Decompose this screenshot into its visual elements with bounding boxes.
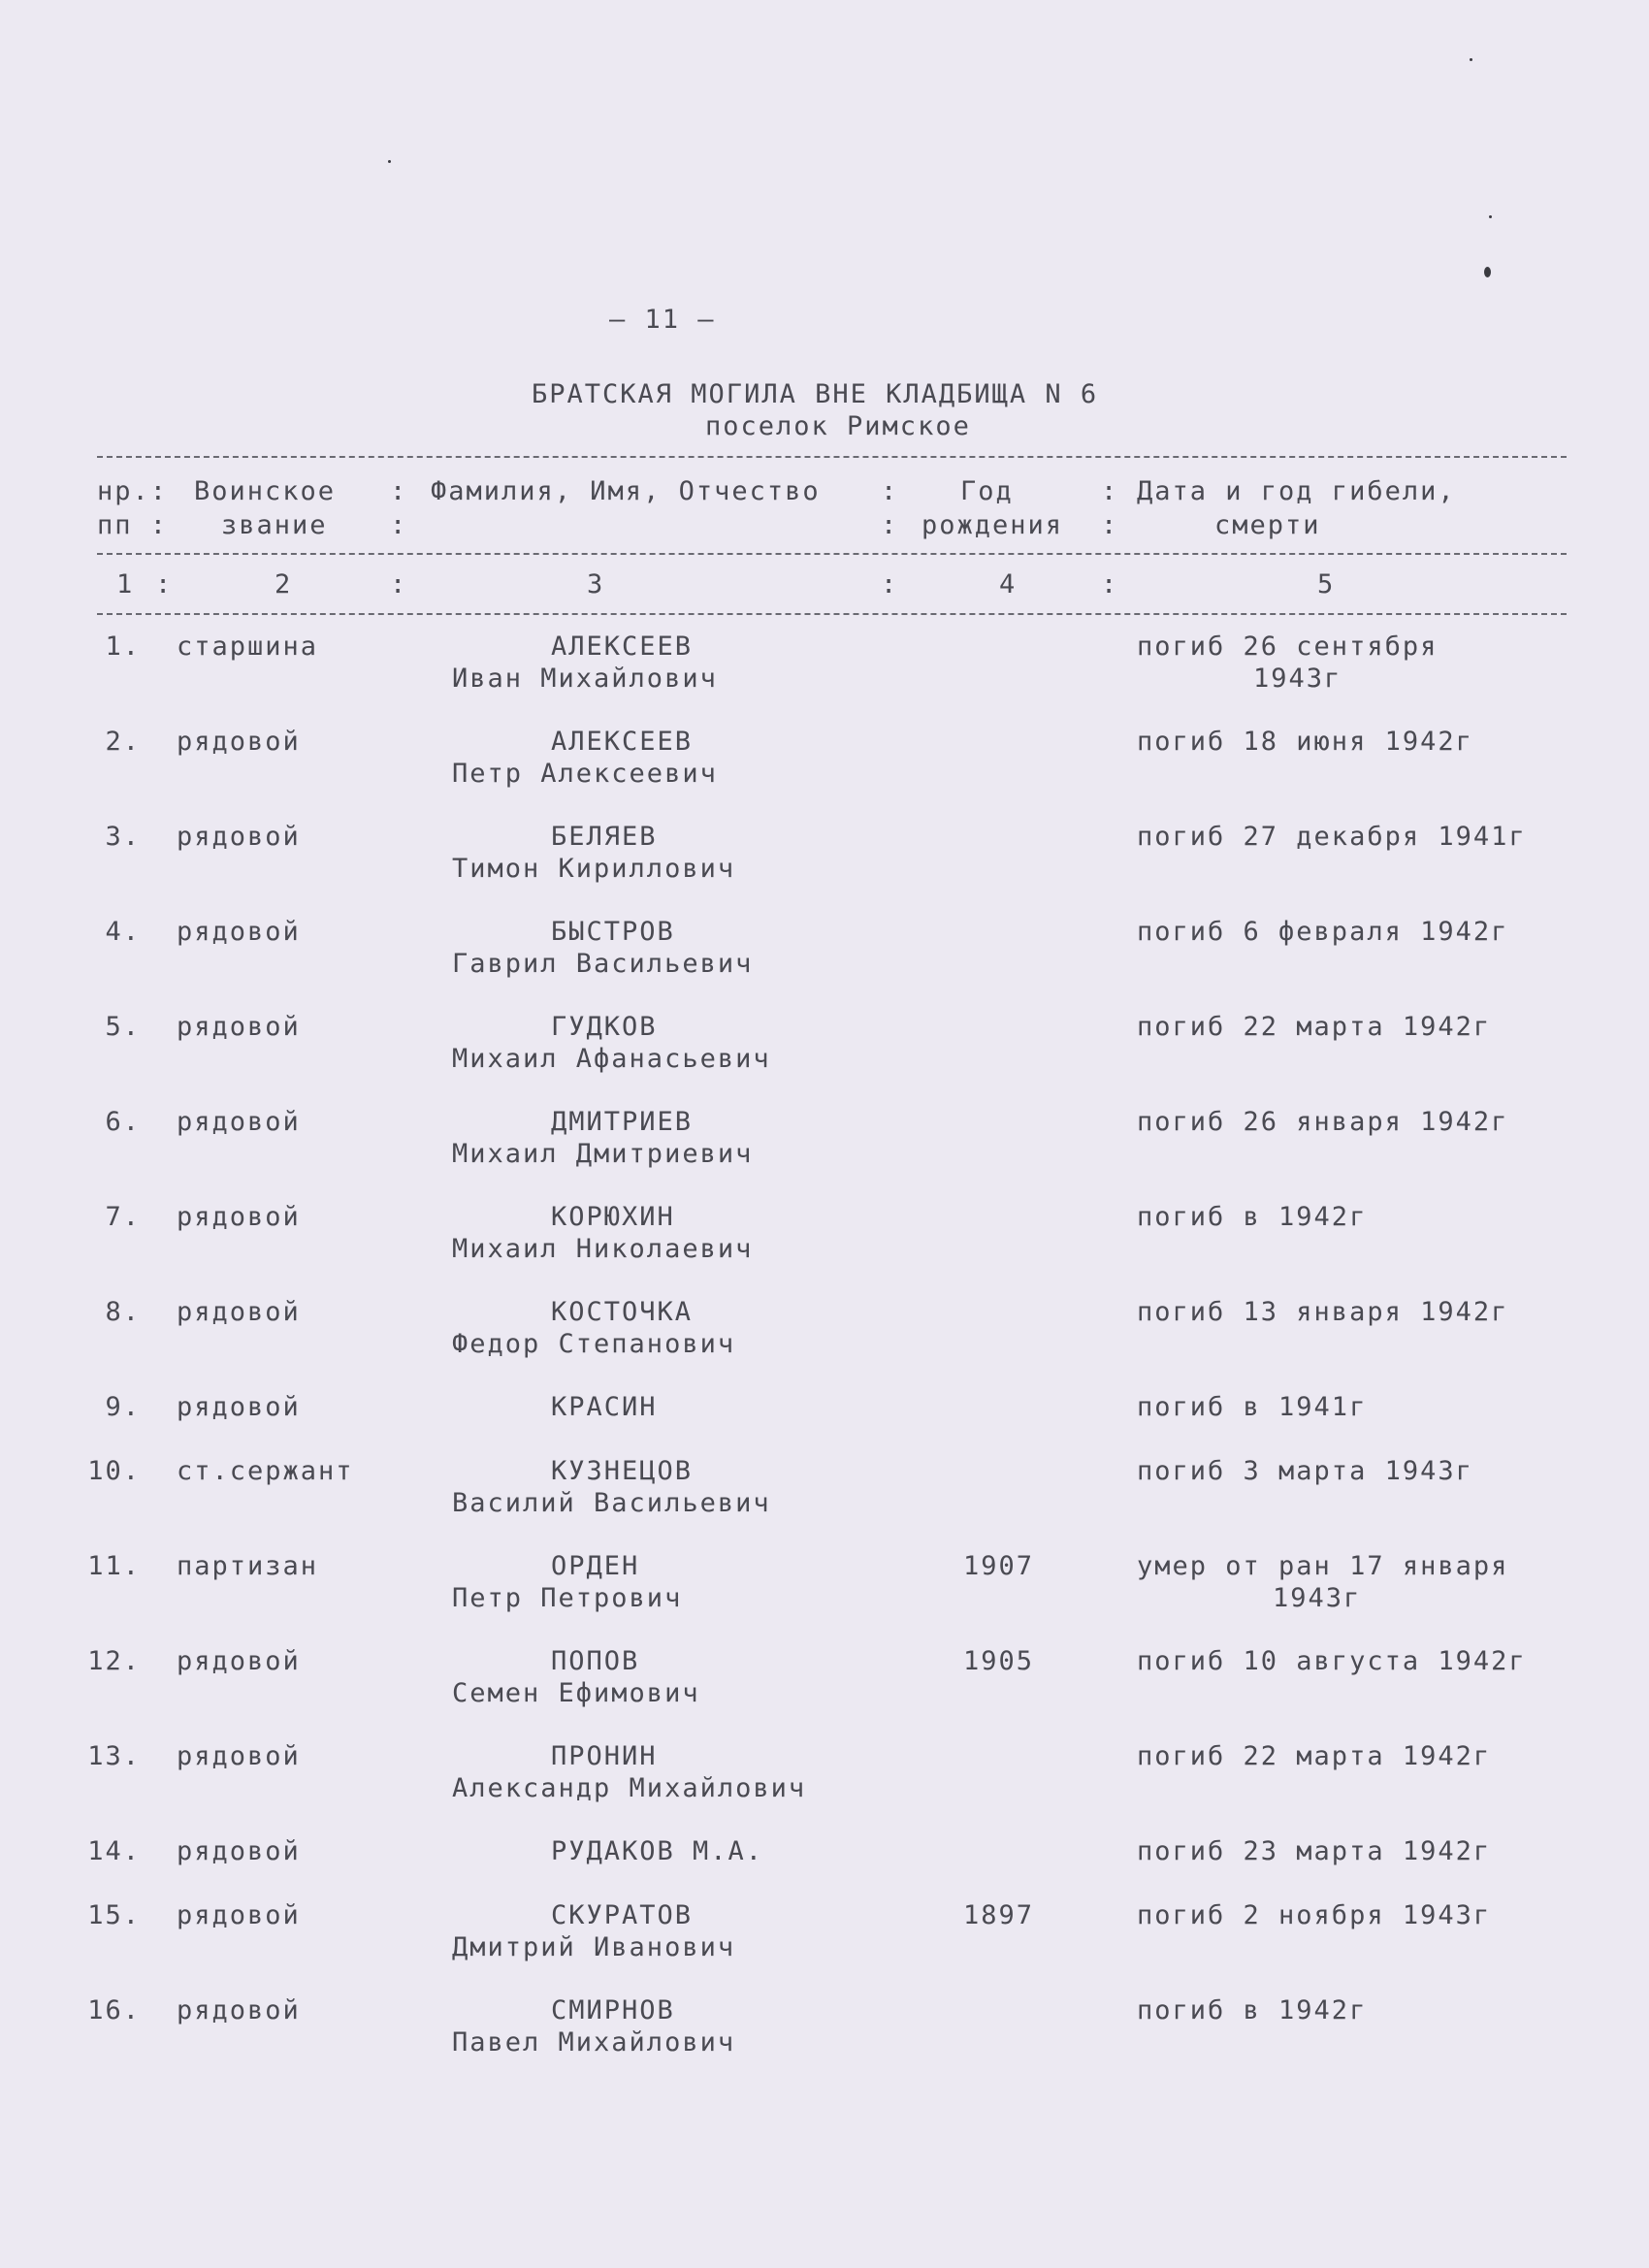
row-number: 8. bbox=[105, 1297, 141, 1327]
row-rank: рядовой bbox=[177, 1297, 301, 1327]
col-number-sep-4: : bbox=[1101, 569, 1119, 599]
header-sep-b1: : bbox=[881, 476, 899, 506]
row-number: 10. bbox=[87, 1456, 141, 1486]
row-rank: рядовой bbox=[177, 1202, 301, 1232]
header-col1-line1: нр.: bbox=[97, 476, 169, 506]
table-top-rule bbox=[97, 456, 1567, 458]
row-number: 9. bbox=[105, 1392, 141, 1422]
row-rank: рядовой bbox=[177, 1900, 301, 1930]
row-given-name: Дмитрий Иванович bbox=[452, 1932, 736, 1962]
header-bottom-rule bbox=[97, 613, 1567, 615]
row-death-date: умер от ран 17 января bbox=[1137, 1551, 1509, 1581]
row-given-name: Гаврил Васильевич bbox=[452, 949, 754, 979]
row-given-name: Петр Алексеевич bbox=[452, 759, 718, 789]
row-birth-year: 1907 bbox=[963, 1551, 1035, 1581]
row-surname: РУДАКОВ М.А. bbox=[551, 1836, 764, 1866]
row-given-name: Петр Петрович bbox=[452, 1583, 683, 1613]
header-col5-line2: смерти bbox=[1214, 510, 1321, 540]
row-rank: рядовой bbox=[177, 1741, 301, 1771]
row-surname: АЛЕКСЕЕВ bbox=[551, 632, 694, 662]
row-rank: рядовой bbox=[177, 1107, 301, 1137]
row-number: 3. bbox=[105, 822, 141, 852]
col-number-sep-3: : bbox=[881, 569, 899, 599]
page-subtitle: поселок Римское bbox=[705, 411, 971, 441]
row-death-date: погиб 18 июня 1942г bbox=[1137, 727, 1473, 757]
row-number: 1. bbox=[105, 632, 141, 662]
row-surname: ОРДЕН bbox=[551, 1551, 640, 1581]
col-number-sep-2: : bbox=[390, 569, 408, 599]
row-rank: рядовой bbox=[177, 727, 301, 757]
row-death-date: погиб 22 марта 1942г bbox=[1137, 1741, 1492, 1771]
row-given-name: Иван Михайлович bbox=[452, 664, 718, 694]
row-surname: КРАСИН bbox=[551, 1392, 658, 1422]
header-col1-line2: пп : bbox=[97, 510, 169, 540]
row-given-name: Василий Васильевич bbox=[452, 1488, 771, 1518]
row-death-date: погиб 26 сентября bbox=[1137, 632, 1439, 662]
row-given-name: Михаил Николаевич bbox=[452, 1234, 754, 1264]
row-given-name: Федор Степанович bbox=[452, 1329, 736, 1359]
row-surname: БЫСТРОВ bbox=[551, 917, 675, 947]
row-death-date-cont: 1943г bbox=[1253, 664, 1342, 694]
row-surname: СМИРНОВ bbox=[551, 1995, 675, 2025]
row-number: 11. bbox=[87, 1551, 141, 1581]
row-rank: партизан bbox=[177, 1551, 319, 1581]
header-sep-b2: : bbox=[881, 510, 899, 540]
row-rank: ст.сержант bbox=[177, 1456, 354, 1486]
row-death-date-cont: 1943г bbox=[1273, 1583, 1362, 1613]
row-number: 12. bbox=[87, 1646, 141, 1676]
row-given-name: Александр Михайлович bbox=[452, 1773, 807, 1803]
row-number: 15. bbox=[87, 1900, 141, 1930]
row-death-date: погиб в 1942г bbox=[1137, 1202, 1368, 1232]
row-rank: старшина bbox=[177, 632, 319, 662]
header-sep-c1: : bbox=[1101, 476, 1119, 506]
row-birth-year: 1905 bbox=[963, 1646, 1035, 1676]
scan-speck bbox=[1470, 58, 1472, 61]
header-sep-c2: : bbox=[1101, 510, 1119, 540]
row-number: 4. bbox=[105, 917, 141, 947]
page-title: БРАТСКАЯ МОГИЛА ВНЕ КЛАДБИЩА N 6 bbox=[532, 379, 1099, 409]
row-rank: рядовой bbox=[177, 917, 301, 947]
row-given-name: Павел Михайлович bbox=[452, 2027, 736, 2057]
row-rank: рядовой bbox=[177, 1836, 301, 1866]
col-number-4: 4 bbox=[999, 569, 1018, 599]
scan-speck bbox=[1484, 267, 1491, 277]
header-col2-line1: Воинское bbox=[194, 476, 337, 506]
row-surname: АЛЕКСЕЕВ bbox=[551, 727, 694, 757]
row-rank: рядовой bbox=[177, 1392, 301, 1422]
page-number: – 11 – bbox=[609, 305, 716, 335]
row-surname: КУЗНЕЦОВ bbox=[551, 1456, 694, 1486]
row-given-name: Тимон Кириллович bbox=[452, 854, 736, 884]
row-surname: ПРОНИН bbox=[551, 1741, 658, 1771]
row-number: 13. bbox=[87, 1741, 141, 1771]
row-death-date: погиб 23 марта 1942г bbox=[1137, 1836, 1492, 1866]
scan-speck bbox=[388, 160, 391, 163]
row-rank: рядовой bbox=[177, 1646, 301, 1676]
row-surname: КОСТОЧКА bbox=[551, 1297, 694, 1327]
header-sep-a1: : bbox=[390, 476, 408, 506]
row-death-date: погиб в 1942г bbox=[1137, 1995, 1368, 2025]
row-given-name: Михаил Дмитриевич bbox=[452, 1139, 754, 1169]
row-surname: ПОПОВ bbox=[551, 1646, 640, 1676]
header-sep-a2: : bbox=[390, 510, 408, 540]
row-surname: СКУРАТОВ bbox=[551, 1900, 694, 1930]
header-col3-line1: Фамилия, Имя, Отчество bbox=[431, 476, 821, 506]
header-mid-rule bbox=[97, 553, 1567, 555]
row-number: 7. bbox=[105, 1202, 141, 1232]
row-number: 6. bbox=[105, 1107, 141, 1137]
header-col5-line1: Дата и год гибели, bbox=[1137, 476, 1456, 506]
row-number: 5. bbox=[105, 1012, 141, 1042]
row-death-date: погиб 26 января 1942г bbox=[1137, 1107, 1509, 1137]
row-surname: ДМИТРИЕВ bbox=[551, 1107, 694, 1137]
row-surname: БЕЛЯЕВ bbox=[551, 822, 658, 852]
col-number-2: 2 bbox=[275, 569, 293, 599]
row-number: 2. bbox=[105, 727, 141, 757]
row-death-date: погиб 3 марта 1943г bbox=[1137, 1456, 1473, 1486]
row-death-date: погиб 2 ноября 1943г bbox=[1137, 1900, 1492, 1930]
row-death-date: погиб 13 января 1942г bbox=[1137, 1297, 1509, 1327]
col-number-5: 5 bbox=[1317, 569, 1336, 599]
row-rank: рядовой bbox=[177, 822, 301, 852]
col-number-3: 3 bbox=[587, 569, 605, 599]
header-col4-line2: рождения bbox=[922, 510, 1064, 540]
row-death-date: погиб в 1941г bbox=[1137, 1392, 1368, 1422]
col-number-sep-1: : bbox=[155, 569, 174, 599]
row-given-name: Михаил Афанасьевич bbox=[452, 1044, 771, 1074]
row-given-name: Семен Ефимович bbox=[452, 1678, 700, 1708]
row-death-date: погиб 27 декабря 1941г bbox=[1137, 822, 1527, 852]
row-death-date: погиб 10 августа 1942г bbox=[1137, 1646, 1527, 1676]
col-number-1: 1 bbox=[116, 569, 135, 599]
row-birth-year: 1897 bbox=[963, 1900, 1035, 1930]
header-col4-line1: Год bbox=[960, 476, 1014, 506]
row-rank: рядовой bbox=[177, 1995, 301, 2025]
row-surname: ГУДКОВ bbox=[551, 1012, 658, 1042]
row-rank: рядовой bbox=[177, 1012, 301, 1042]
scan-speck bbox=[1489, 215, 1492, 218]
row-death-date: погиб 22 марта 1942г bbox=[1137, 1012, 1492, 1042]
row-surname: КОРЮХИН bbox=[551, 1202, 675, 1232]
row-number: 16. bbox=[87, 1995, 141, 2025]
header-col2-line2: звание bbox=[221, 510, 328, 540]
row-death-date: погиб 6 февраля 1942г bbox=[1137, 917, 1509, 947]
row-number: 14. bbox=[87, 1836, 141, 1866]
